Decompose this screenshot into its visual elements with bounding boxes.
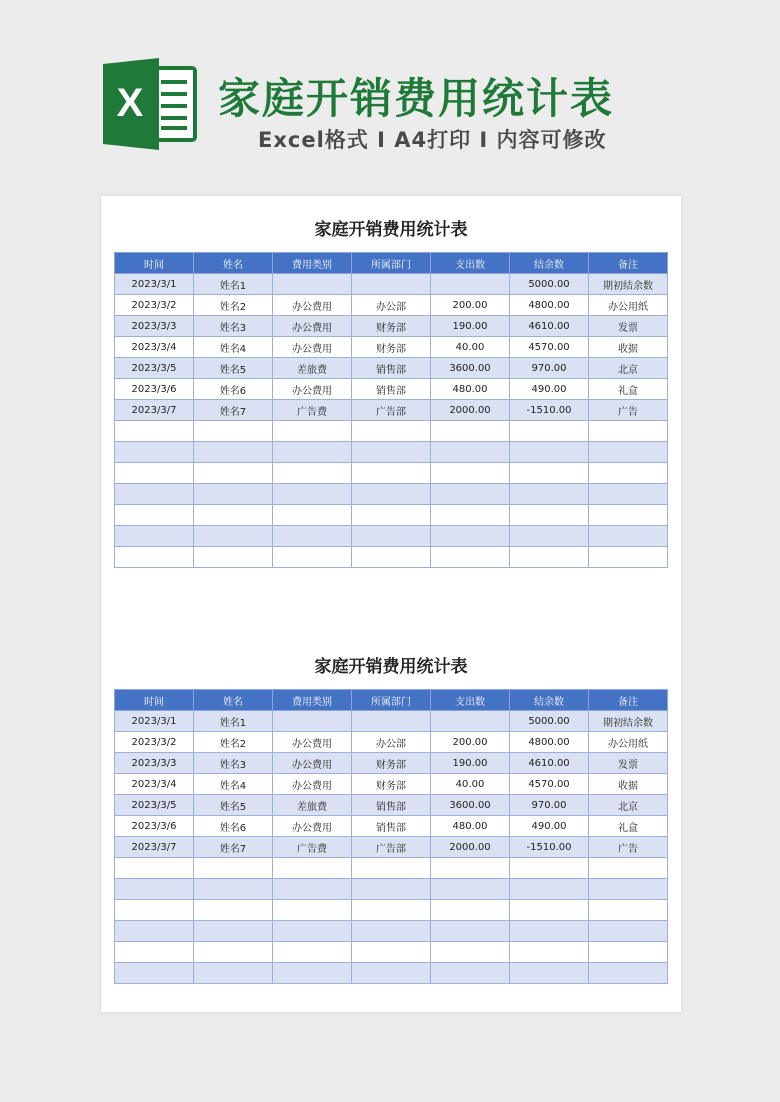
column-header-balance: 结余数 — [510, 690, 589, 711]
cell-balance[interactable] — [510, 921, 589, 942]
cell-date[interactable]: 2023/3/4 — [115, 337, 194, 358]
cell-name[interactable] — [194, 921, 273, 942]
cell-name[interactable] — [194, 858, 273, 879]
cell-expense[interactable]: 200.00 — [431, 295, 510, 316]
cell-category[interactable] — [273, 921, 352, 942]
cell-date[interactable]: 2023/3/6 — [115, 379, 194, 400]
cell-balance[interactable]: 4570.00 — [510, 774, 589, 795]
cell-balance[interactable]: -1510.00 — [510, 837, 589, 858]
cell-balance[interactable]: 490.00 — [510, 379, 589, 400]
cell-department[interactable] — [352, 274, 431, 295]
cell-balance[interactable] — [510, 963, 589, 984]
cell-name[interactable]: 姓名6 — [194, 379, 273, 400]
cell-note[interactable] — [589, 921, 668, 942]
cell-department[interactable] — [352, 879, 431, 900]
table-row — [115, 505, 668, 526]
cell-category[interactable] — [273, 442, 352, 463]
cell-date[interactable] — [115, 547, 194, 568]
cell-note[interactable] — [589, 421, 668, 442]
cell-date[interactable]: 2023/3/3 — [115, 316, 194, 337]
cell-note[interactable]: 收据 — [589, 337, 668, 358]
cell-name[interactable]: 姓名6 — [194, 816, 273, 837]
cell-balance[interactable]: -1510.00 — [510, 400, 589, 421]
cell-date[interactable]: 2023/3/6 — [115, 816, 194, 837]
cell-expense[interactable]: 3600.00 — [431, 358, 510, 379]
cell-category[interactable] — [273, 421, 352, 442]
cell-name[interactable]: 姓名3 — [194, 753, 273, 774]
cell-department[interactable]: 广告部 — [352, 400, 431, 421]
cell-date[interactable] — [115, 963, 194, 984]
table-row — [115, 442, 668, 463]
table-row — [115, 732, 668, 753]
cell-department[interactable]: 广告部 — [352, 837, 431, 858]
cell-category[interactable]: 办公费用 — [273, 337, 352, 358]
cell-balance[interactable] — [510, 421, 589, 442]
table-row — [115, 879, 668, 900]
cell-balance[interactable] — [510, 942, 589, 963]
cell-date[interactable] — [115, 879, 194, 900]
table-row — [115, 526, 668, 547]
cell-name[interactable]: 姓名5 — [194, 358, 273, 379]
page-title: 家庭开销费用统计表 — [218, 74, 615, 123]
cell-category[interactable] — [273, 526, 352, 547]
cell-expense[interactable] — [431, 963, 510, 984]
cell-balance[interactable]: 4570.00 — [510, 337, 589, 358]
column-header-expense: 支出数 — [431, 253, 510, 274]
cell-date[interactable]: 2023/3/7 — [115, 837, 194, 858]
cell-balance[interactable] — [510, 505, 589, 526]
cell-balance[interactable]: 5000.00 — [510, 274, 589, 295]
cell-expense[interactable] — [431, 879, 510, 900]
cell-date[interactable] — [115, 484, 194, 505]
cell-date[interactable]: 2023/3/2 — [115, 732, 194, 753]
cell-name[interactable]: 姓名7 — [194, 400, 273, 421]
cell-name[interactable]: 姓名1 — [194, 711, 273, 732]
cell-balance[interactable] — [510, 900, 589, 921]
cell-note[interactable]: 发票 — [589, 316, 668, 337]
cell-department[interactable]: 销售部 — [352, 358, 431, 379]
table-row — [115, 358, 668, 379]
expense-table — [114, 252, 668, 568]
cell-date[interactable] — [115, 526, 194, 547]
cell-name[interactable] — [194, 963, 273, 984]
cell-department[interactable] — [352, 547, 431, 568]
cell-note[interactable] — [589, 442, 668, 463]
table-row — [115, 774, 668, 795]
cell-department[interactable] — [352, 505, 431, 526]
cell-note[interactable] — [589, 900, 668, 921]
cell-expense[interactable] — [431, 421, 510, 442]
cell-department[interactable] — [352, 711, 431, 732]
cell-expense[interactable] — [431, 505, 510, 526]
cell-expense[interactable] — [431, 900, 510, 921]
cell-note[interactable] — [589, 505, 668, 526]
cell-category[interactable]: 办公费用 — [273, 316, 352, 337]
cell-note[interactable]: 北京 — [589, 358, 668, 379]
cell-expense[interactable] — [431, 463, 510, 484]
cell-department[interactable] — [352, 442, 431, 463]
cell-department[interactable] — [352, 921, 431, 942]
cell-category[interactable] — [273, 274, 352, 295]
cell-department[interactable]: 财务部 — [352, 753, 431, 774]
cell-name[interactable] — [194, 547, 273, 568]
cell-date[interactable] — [115, 421, 194, 442]
cell-balance[interactable] — [510, 526, 589, 547]
cell-note[interactable] — [589, 879, 668, 900]
cell-category[interactable] — [273, 963, 352, 984]
cell-date[interactable] — [115, 505, 194, 526]
column-header-expense: 支出数 — [431, 690, 510, 711]
table-row — [115, 274, 668, 295]
column-header-balance: 结余数 — [510, 253, 589, 274]
cell-note[interactable]: 办公用纸 — [589, 295, 668, 316]
cell-name[interactable] — [194, 942, 273, 963]
cell-department[interactable]: 财务部 — [352, 774, 431, 795]
cell-note[interactable]: 北京 — [589, 795, 668, 816]
cell-expense[interactable] — [431, 547, 510, 568]
cell-name[interactable] — [194, 442, 273, 463]
cell-balance[interactable]: 970.00 — [510, 795, 589, 816]
cell-expense[interactable]: 200.00 — [431, 732, 510, 753]
document-page — [101, 196, 681, 1012]
cell-note[interactable]: 办公用纸 — [589, 732, 668, 753]
cell-date[interactable] — [115, 900, 194, 921]
cell-balance[interactable] — [510, 463, 589, 484]
table-row — [115, 900, 668, 921]
cell-balance[interactable] — [510, 547, 589, 568]
cell-note[interactable] — [589, 547, 668, 568]
cell-expense[interactable]: 2000.00 — [431, 837, 510, 858]
cell-category[interactable]: 办公费用 — [273, 753, 352, 774]
cell-date[interactable] — [115, 942, 194, 963]
cell-name[interactable] — [194, 900, 273, 921]
cell-date[interactable] — [115, 442, 194, 463]
cell-expense[interactable] — [431, 526, 510, 547]
cell-category[interactable] — [273, 484, 352, 505]
cell-category[interactable]: 广告费 — [273, 400, 352, 421]
table-row — [115, 816, 668, 837]
cell-expense[interactable]: 40.00 — [431, 774, 510, 795]
cell-department[interactable] — [352, 942, 431, 963]
cell-category[interactable]: 办公费用 — [273, 774, 352, 795]
cell-balance[interactable]: 5000.00 — [510, 711, 589, 732]
cell-expense[interactable] — [431, 921, 510, 942]
column-header-note: 备注 — [589, 690, 668, 711]
cell-balance[interactable] — [510, 484, 589, 505]
table-row — [115, 379, 668, 400]
cell-category[interactable]: 广告费 — [273, 837, 352, 858]
cell-name[interactable] — [194, 879, 273, 900]
cell-note[interactable]: 广告 — [589, 400, 668, 421]
cell-date[interactable] — [115, 463, 194, 484]
cell-category[interactable]: 办公费用 — [273, 816, 352, 837]
column-header-note: 备注 — [589, 253, 668, 274]
cell-expense[interactable] — [431, 942, 510, 963]
cell-expense[interactable]: 190.00 — [431, 753, 510, 774]
cell-category[interactable] — [273, 505, 352, 526]
cell-note[interactable] — [589, 858, 668, 879]
table-row — [115, 921, 668, 942]
cell-category[interactable]: 办公费用 — [273, 732, 352, 753]
cell-balance[interactable]: 4800.00 — [510, 732, 589, 753]
cell-note[interactable]: 广告 — [589, 837, 668, 858]
cell-expense[interactable]: 3600.00 — [431, 795, 510, 816]
table-row — [115, 547, 668, 568]
cell-category[interactable] — [273, 942, 352, 963]
cell-expense[interactable]: 480.00 — [431, 379, 510, 400]
sheet-title: 家庭开销费用统计表 — [314, 657, 468, 677]
table-header — [115, 253, 668, 274]
cell-name[interactable] — [194, 526, 273, 547]
column-header-date: 时间 — [115, 690, 194, 711]
column-header-name: 姓名 — [194, 253, 273, 274]
cell-name[interactable]: 姓名2 — [194, 732, 273, 753]
cell-category[interactable]: 办公费用 — [273, 295, 352, 316]
expense-sheet-1 — [114, 218, 668, 568]
cell-note[interactable] — [589, 942, 668, 963]
cell-note[interactable] — [589, 463, 668, 484]
cell-note[interactable] — [589, 963, 668, 984]
cell-category[interactable] — [273, 858, 352, 879]
table-row — [115, 316, 668, 337]
cell-department[interactable]: 销售部 — [352, 795, 431, 816]
svg-text:X: X — [116, 81, 144, 125]
cell-expense[interactable]: 480.00 — [431, 816, 510, 837]
table-row — [115, 711, 668, 732]
cell-department[interactable]: 销售部 — [352, 379, 431, 400]
cell-expense[interactable] — [431, 274, 510, 295]
table-row — [115, 795, 668, 816]
cell-department[interactable] — [352, 484, 431, 505]
cell-department[interactable]: 财务部 — [352, 316, 431, 337]
banner — [0, 0, 780, 190]
cell-department[interactable] — [352, 858, 431, 879]
cell-date[interactable]: 2023/3/3 — [115, 753, 194, 774]
cell-expense[interactable] — [431, 711, 510, 732]
table-header — [115, 690, 668, 711]
cell-category[interactable] — [273, 463, 352, 484]
cell-name[interactable] — [194, 484, 273, 505]
page-subtitle: Excel格式 I A4打印 I 内容可修改 — [258, 128, 607, 152]
cell-balance[interactable] — [510, 442, 589, 463]
cell-category[interactable] — [273, 547, 352, 568]
cell-name[interactable] — [194, 463, 273, 484]
column-header-category: 费用类别 — [273, 253, 352, 274]
cell-department[interactable]: 销售部 — [352, 816, 431, 837]
cell-name[interactable]: 姓名4 — [194, 774, 273, 795]
cell-expense[interactable]: 190.00 — [431, 316, 510, 337]
table-row — [115, 963, 668, 984]
cell-name[interactable]: 姓名3 — [194, 316, 273, 337]
cell-category[interactable] — [273, 711, 352, 732]
cell-expense[interactable]: 40.00 — [431, 337, 510, 358]
expense-sheet-2 — [114, 655, 668, 984]
cell-category[interactable] — [273, 900, 352, 921]
cell-date[interactable] — [115, 921, 194, 942]
cell-balance[interactable]: 4800.00 — [510, 295, 589, 316]
cell-name[interactable]: 姓名2 — [194, 295, 273, 316]
cell-category[interactable]: 差旅费 — [273, 358, 352, 379]
cell-balance[interactable]: 4610.00 — [510, 316, 589, 337]
table-row — [115, 837, 668, 858]
cell-name[interactable]: 姓名4 — [194, 337, 273, 358]
cell-department[interactable] — [352, 963, 431, 984]
cell-date[interactable]: 2023/3/7 — [115, 400, 194, 421]
cell-balance[interactable]: 4610.00 — [510, 753, 589, 774]
cell-date[interactable]: 2023/3/2 — [115, 295, 194, 316]
cell-department[interactable]: 办公部 — [352, 295, 431, 316]
column-header-name: 姓名 — [194, 690, 273, 711]
cell-category[interactable]: 差旅费 — [273, 795, 352, 816]
cell-date[interactable]: 2023/3/4 — [115, 774, 194, 795]
cell-expense[interactable] — [431, 442, 510, 463]
cell-note[interactable]: 发票 — [589, 753, 668, 774]
cell-balance[interactable]: 490.00 — [510, 816, 589, 837]
cell-note[interactable]: 期初结余数 — [589, 274, 668, 295]
excel-logo-icon — [103, 58, 197, 150]
table-row — [115, 337, 668, 358]
cell-note[interactable]: 礼盒 — [589, 816, 668, 837]
table-row — [115, 400, 668, 421]
table-row — [115, 858, 668, 879]
cell-category[interactable]: 办公费用 — [273, 379, 352, 400]
sheet-title: 家庭开销费用统计表 — [314, 220, 468, 240]
table-row — [115, 484, 668, 505]
cell-date[interactable] — [115, 858, 194, 879]
table-row — [115, 421, 668, 442]
column-header-category: 费用类别 — [273, 690, 352, 711]
cell-note[interactable]: 期初结余数 — [589, 711, 668, 732]
cell-name[interactable]: 姓名1 — [194, 274, 273, 295]
cell-note[interactable]: 收据 — [589, 774, 668, 795]
cell-name[interactable] — [194, 421, 273, 442]
table-row — [115, 295, 668, 316]
cell-date[interactable]: 2023/3/1 — [115, 711, 194, 732]
table-row — [115, 463, 668, 484]
table-row — [115, 753, 668, 774]
cell-department[interactable] — [352, 900, 431, 921]
cell-expense[interactable] — [431, 858, 510, 879]
cell-name[interactable]: 姓名5 — [194, 795, 273, 816]
cell-date[interactable]: 2023/3/5 — [115, 795, 194, 816]
cell-balance[interactable] — [510, 858, 589, 879]
cell-note[interactable] — [589, 526, 668, 547]
cell-department[interactable]: 办公部 — [352, 732, 431, 753]
column-header-date: 时间 — [115, 253, 194, 274]
cell-note[interactable] — [589, 484, 668, 505]
cell-date[interactable]: 2023/3/1 — [115, 274, 194, 295]
column-header-department: 所属部门 — [352, 690, 431, 711]
cell-department[interactable] — [352, 526, 431, 547]
cell-name[interactable]: 姓名7 — [194, 837, 273, 858]
column-header-department: 所属部门 — [352, 253, 431, 274]
cell-department[interactable]: 财务部 — [352, 337, 431, 358]
expense-table — [114, 689, 668, 984]
cell-category[interactable] — [273, 879, 352, 900]
cell-name[interactable] — [194, 505, 273, 526]
table-row — [115, 942, 668, 963]
cell-date[interactable]: 2023/3/5 — [115, 358, 194, 379]
cell-balance[interactable]: 970.00 — [510, 358, 589, 379]
cell-department[interactable] — [352, 421, 431, 442]
cell-expense[interactable]: 2000.00 — [431, 400, 510, 421]
cell-department[interactable] — [352, 463, 431, 484]
cell-expense[interactable] — [431, 484, 510, 505]
cell-balance[interactable] — [510, 879, 589, 900]
cell-note[interactable]: 礼盒 — [589, 379, 668, 400]
